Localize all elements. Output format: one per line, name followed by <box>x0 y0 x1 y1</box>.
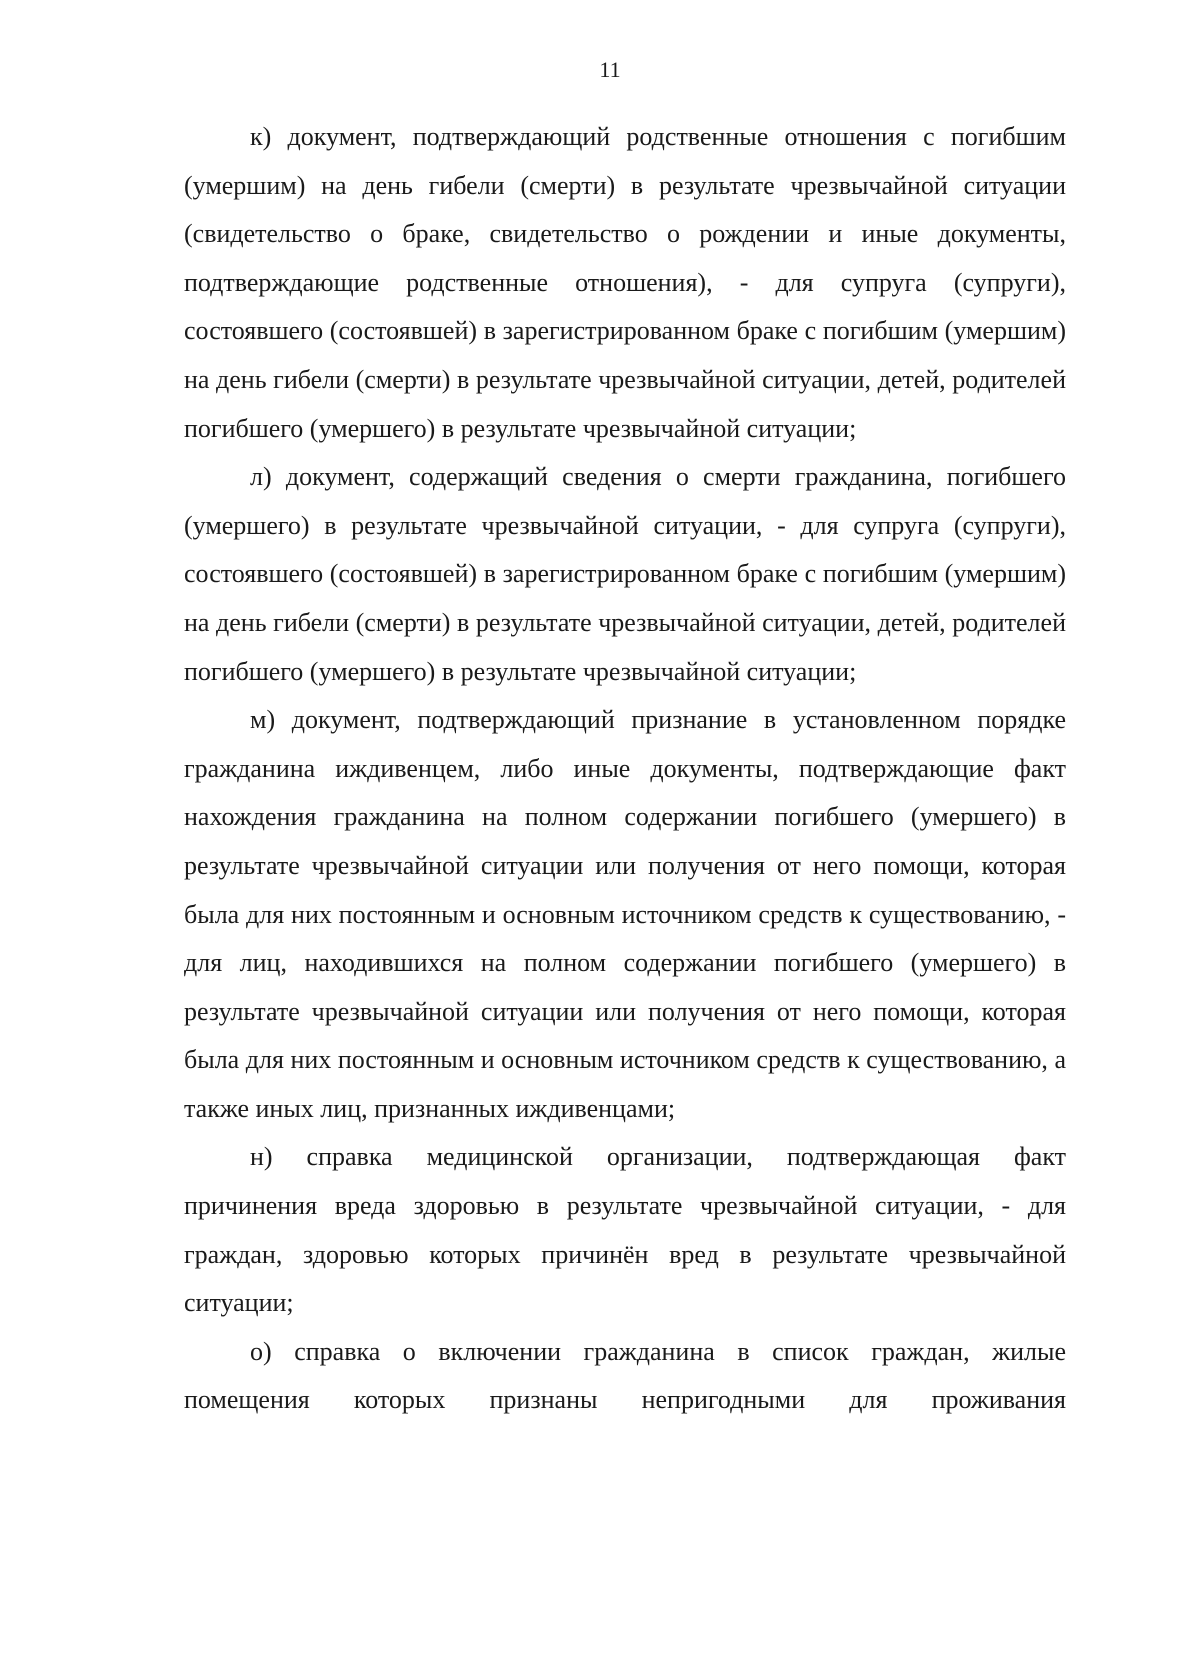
document-body <box>184 113 1066 1425</box>
paragraph-n: н) справка медицинской организации, подтверждающая факт причинения вреда здоровью в результате чрезвычайной ситуации, - для граждан, здоровью которых причинён вред в результате чрезвычайной ситуации; <box>184 1142 1066 1318</box>
paragraph-o: о) справка о включении гражданина в список граждан, жилые помещения которых признаны непригодными для проживания <box>184 1336 1066 1415</box>
paragraph-m: м) документ, подтверждающий признание в установленном порядке гражданина иждивенцем, либо иные документы, подтверждающие факт нахождения гражданина на полном содержании погибшего (умершего) в результате чрезвычайной ситуации или получения от него помощи, которая была для них постоянным и основным источником средств к существованию, - для лиц, находившихся на полном содержании погибшего (умершего) в результате чрезвычайной ситуации или получения от него помощи, которая была для них постоянным и основным источником средств к существованию, а также иных лиц, признанных иждивенцами; <box>184 705 1066 1123</box>
page-number: 11 <box>599 57 621 82</box>
paragraph-k: к) документ, подтверждающий родственные отношения с погибшим (умершим) на день гибели (смерти) в результате чрезвычайной ситуации (свидетельство о браке, свидетельство о рождении и иные документы, подтверждающие родственные отношения), - для супруга (супруги), состоявшего (состоявшей) в зарегистрированном браке с погибшим (умершим) на день гибели (смерти) в результате чрезвычайной ситуации, детей, родителей погибшего (умершего) в результате чрезвычайной ситуации; <box>184 122 1066 443</box>
paragraph-l: л) документ, содержащий сведения о смерти гражданина, погибшего (умершего) в результате чрезвычайной ситуации, - для супруга (супруги), состоявшего (состоявшей) в зарегистрированном браке с погибшим (умершим) на день гибели (смерти) в результате чрезвычайной ситуации, детей, родителей погибшего (умершего) в результате чрезвычайной ситуации; <box>184 462 1066 686</box>
